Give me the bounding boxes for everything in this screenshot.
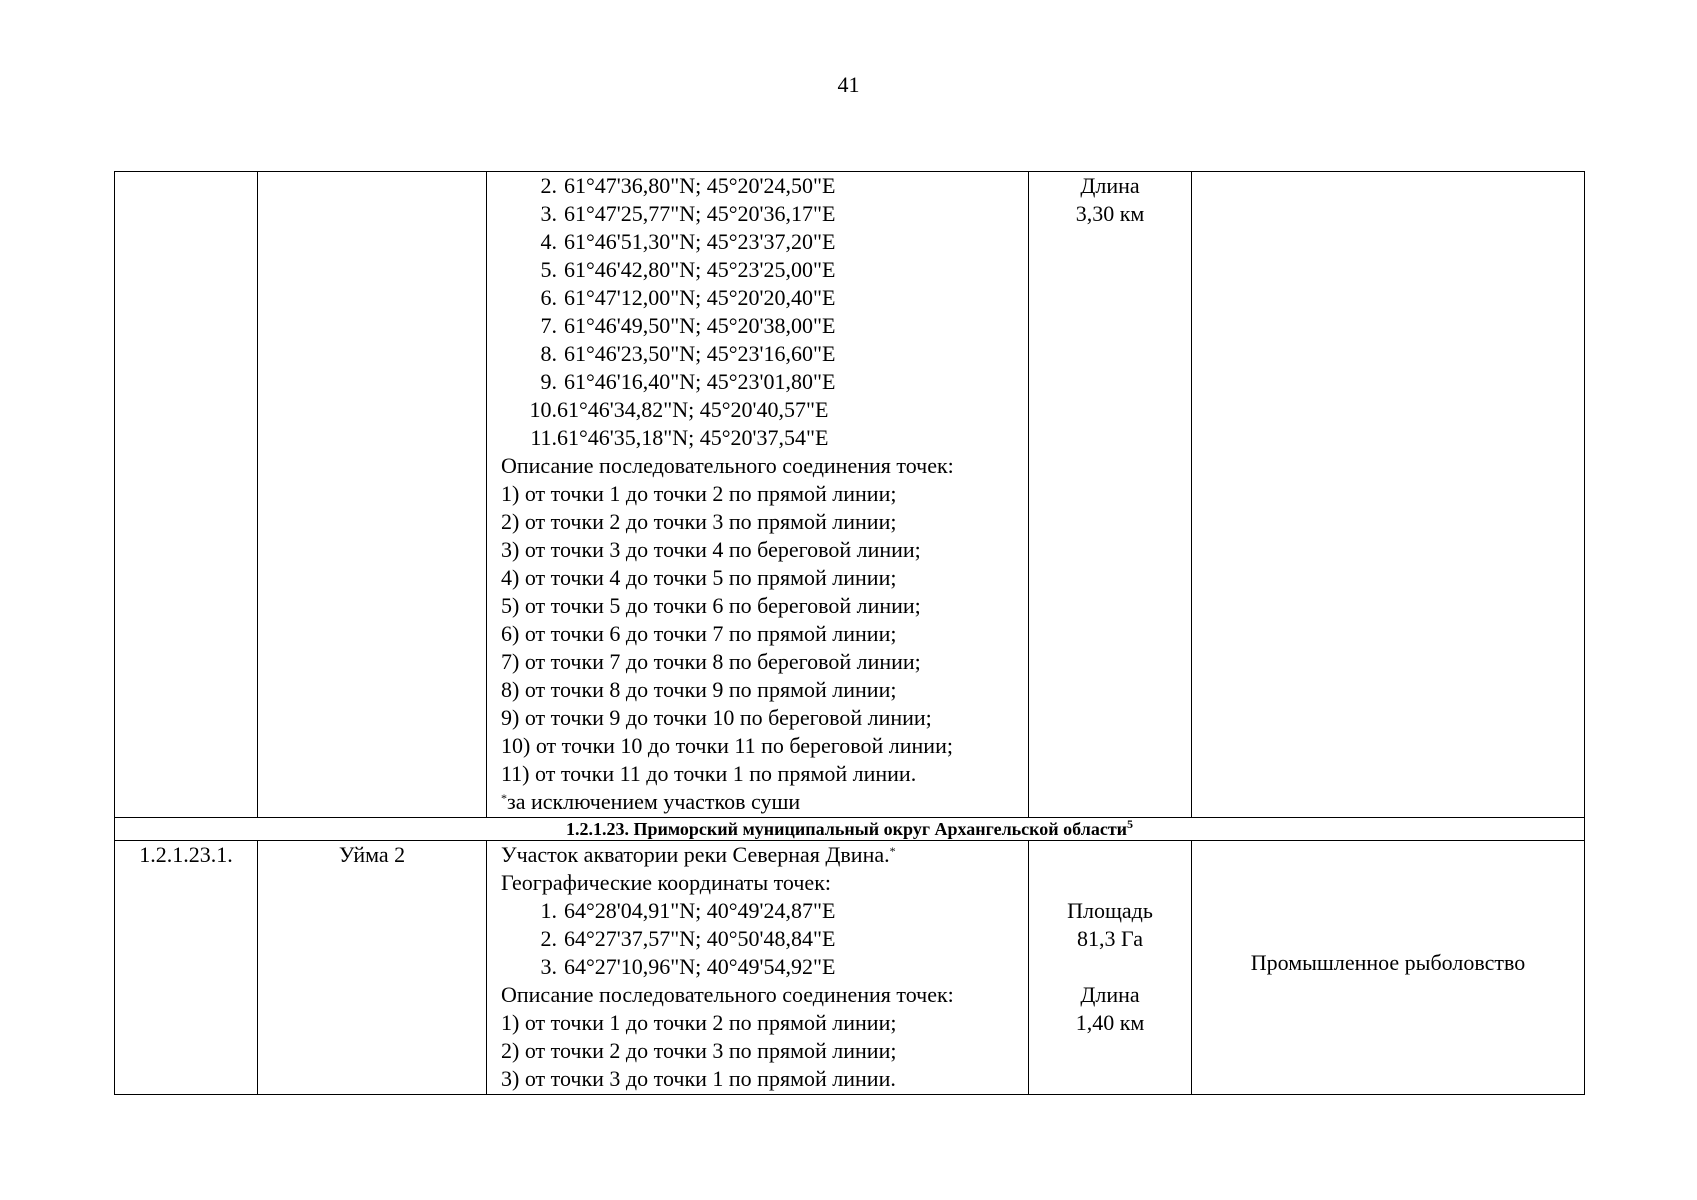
- length-value: 3,30 км: [1075, 201, 1145, 226]
- table-row: [115, 841, 1585, 1095]
- points-list: [501, 897, 1028, 981]
- cell-name-empty: [258, 172, 487, 818]
- cell-description: [487, 172, 1029, 818]
- list-item: 11.61°46'35,18"N; 45°20'37,54"E: [530, 425, 829, 450]
- footnote-line: [501, 788, 1028, 816]
- cell-id-empty: [115, 172, 258, 818]
- list-item: 9. 61°46'16,40"N; 45°23'01,80"E: [540, 369, 836, 394]
- connection-title: Описание последовательного соединения точек:: [501, 453, 954, 478]
- purpose-text: Промышленное рыболовство: [1250, 949, 1526, 975]
- connection-line: 3) от точки 3 до точки 4 по береговой линии;: [501, 537, 921, 562]
- cell-measure: [1029, 172, 1192, 818]
- connection-line: 7) от точки 7 до точки 8 по береговой линии;: [501, 649, 921, 674]
- area-description: Участок акватории реки Северная Двина.*: [501, 842, 896, 867]
- connection-line: 10) от точки 10 до точки 11 по береговой линии;: [501, 733, 953, 758]
- list-item: 2. 61°47'36,80"N; 45°20'24,50"E: [540, 173, 836, 198]
- section-header-row: [115, 818, 1585, 841]
- connection-line: 4) от точки 4 до точки 5 по прямой линии;: [501, 565, 897, 590]
- cell-measure: [1029, 841, 1192, 1095]
- cell-id: 1.2.1.23.1.: [115, 841, 258, 1095]
- list-item: 5. 61°46'42,80"N; 45°23'25,00"E: [540, 257, 836, 282]
- length-value: 1,40 км: [1075, 1010, 1145, 1035]
- footnote-mark: *: [501, 791, 507, 805]
- cell-purpose: [1192, 841, 1585, 1095]
- points-list: [501, 172, 1028, 452]
- connection-line: 2) от точки 2 до точки 3 по прямой линии;: [501, 1038, 897, 1063]
- list-item: 3. 64°27'10,96"N; 40°49'54,92"E: [540, 954, 836, 979]
- footnote-text: за исключением участков суши: [507, 789, 801, 814]
- coords-title: Географические координаты точек:: [501, 870, 831, 895]
- list-item: 6. 61°47'12,00"N; 45°20'20,40"E: [540, 285, 836, 310]
- connection-line: 9) от точки 9 до точки 10 по береговой линии;: [501, 705, 932, 730]
- connection-title: Описание последовательного соединения точек:: [501, 982, 954, 1007]
- table-row-continued: [115, 172, 1585, 818]
- connection-line: 2) от точки 2 до точки 3 по прямой линии;: [501, 509, 897, 534]
- list-item: 8. 61°46'23,50"N; 45°23'16,60"E: [540, 341, 836, 366]
- connection-line: 3) от точки 3 до точки 1 по прямой линии.: [501, 1066, 896, 1091]
- list-item: 7. 61°46'49,50"N; 45°20'38,00"E: [540, 313, 836, 338]
- description-mark: *: [889, 844, 896, 858]
- list-item: 3. 61°47'25,77"N; 45°20'36,17"E: [540, 201, 836, 226]
- list-item: 4. 61°46'51,30"N; 45°23'37,20"E: [540, 229, 836, 254]
- connection-line: 11) от точки 11 до точки 1 по прямой линии.: [501, 761, 917, 786]
- section-title: 1.2.1.23. Приморский муниципальный округ Архангельской области$^5$: [115, 818, 1585, 841]
- list-item: 2. 64°27'37,57"N; 40°50'48,84"E: [540, 926, 836, 951]
- area-value: 81,3 Га: [1077, 926, 1143, 951]
- fishing-areas-table: [114, 171, 1585, 1095]
- connection-line: 8) от точки 8 до точки 9 по прямой линии;: [501, 677, 897, 702]
- cell-name: Уйма 2: [258, 841, 487, 1095]
- section-footnote-mark: 5: [1127, 817, 1134, 831]
- list-item: 10.61°46'34,82"N; 45°20'40,57"E: [529, 397, 829, 422]
- connection-line: 1) от точки 1 до точки 2 по прямой линии;: [501, 1010, 897, 1035]
- cell-description: [487, 841, 1029, 1095]
- connection-line: 6) от точки 6 до точки 7 по прямой линии;: [501, 621, 897, 646]
- connection-line: 5) от точки 5 до точки 6 по береговой линии;: [501, 593, 921, 618]
- connection-line: 1) от точки 1 до точки 2 по прямой линии;: [501, 481, 897, 506]
- length-label: Длина: [1080, 982, 1140, 1007]
- page-number: 41: [837, 72, 860, 97]
- area-label: Площадь: [1067, 898, 1153, 923]
- cell-purpose-empty: [1192, 172, 1585, 818]
- list-item: 1. 64°28'04,91"N; 40°49'24,87"E: [540, 898, 836, 923]
- length-label: Длина: [1080, 173, 1140, 198]
